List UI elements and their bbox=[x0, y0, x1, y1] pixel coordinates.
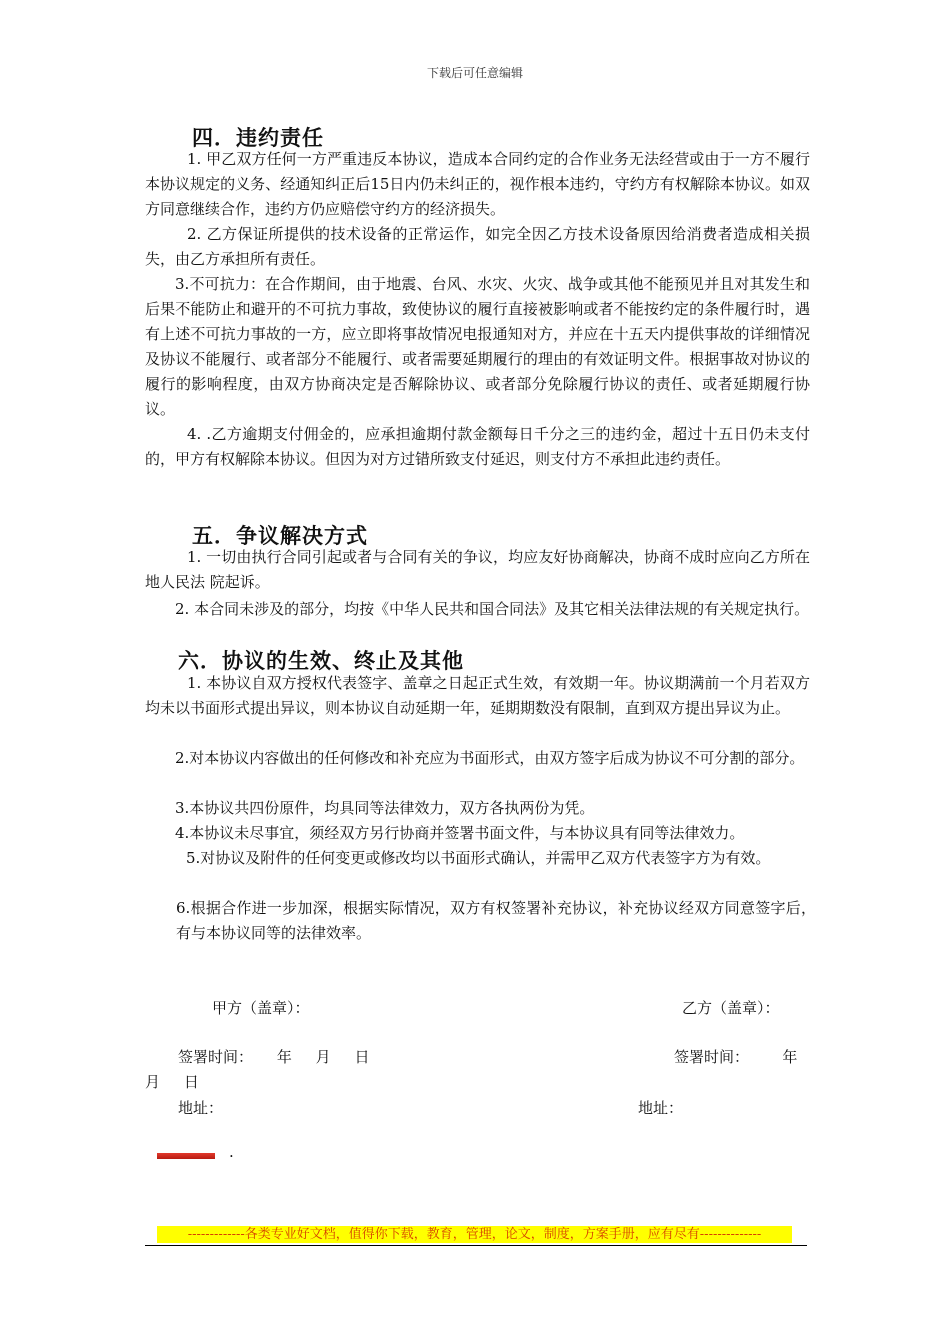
party-a-sign-time: 签署时间： 年 月 日 bbox=[178, 1048, 370, 1066]
party-b-address-label: 地址： bbox=[638, 1099, 684, 1117]
footer-rule bbox=[145, 1245, 807, 1246]
header-note: 下载后可任意编辑 bbox=[426, 66, 523, 80]
section-6-para-1: 1. 本协议自双方授权代表签字、盖章之日起正式生效，有效期一年。协议期满前一个月若双方均未以书面形式提出异议，则本协议自动延期一年，延期期数没有限制，直到双方提出异议为止。 bbox=[145, 674, 810, 717]
section-5-heading: 五．争议解决方式 bbox=[192, 524, 368, 548]
section-4-para-3: 3.不可抗力：在合作期间，由于地震、台风、水灾、火灾、战争或其他不能预见并且对其发生和后果不能防止和避开的不可抗力事故，致使协议的履行直接被影响或者不能按约定的条件履行时，遇有上述不可抗力事故的一方，应立即将事故情况电报通知对方，并应在十五天内提供事故的详细情况及协议不能履行、或者部分不能履行、或者需要延期履行的理由的有效证明文件。根据事故对协议的履行的影响程度，由双方协商决定是否解除协议、或者部分免除履行协议的责任、或者延期履行协议。 bbox=[145, 275, 810, 418]
section-4-heading: 四．违约责任 bbox=[192, 126, 324, 150]
party-b-sign-time: 签署时间： 年 bbox=[674, 1048, 798, 1066]
section-5-para-1: 1. 一切由执行合同引起或者与合同有关的争议，均应友好协商解决，协商不成时应向乙方所在地人民法 院起诉。 bbox=[145, 548, 810, 591]
section-4-para-1: 1. 甲乙双方任何一方严重违反本协议，造成本合同约定的合作业务无法经营或由于一方不履行本协议规定的义务、经通知纠正后15日内仍未纠正的，视作根本违约，守约方有权解除本协议。如双方同意继续合作，违约方仍应赔偿守约方的经济损失。 bbox=[145, 150, 810, 218]
section-6-heading: 六．协议的生效、终止及其他 bbox=[178, 649, 464, 673]
party-a-seal-label: 甲方（盖章）： bbox=[212, 999, 310, 1017]
party-b-seal-label: 乙方（盖章）： bbox=[682, 999, 780, 1017]
red-decorative-bar bbox=[157, 1153, 215, 1159]
period-mark: . bbox=[229, 1143, 234, 1161]
section-6-para-6: 6.根据合作进一步加深，根据实际情况，双方有权签署补充协议，补充协议经双方同意签字后，有与本协议同等的法律效率。 bbox=[176, 899, 816, 942]
party-a-address-label: 地址： bbox=[178, 1099, 224, 1117]
section-6-para-3: 3.本协议共四份原件，均具同等法律效力，双方各执两份为凭。 bbox=[175, 799, 595, 817]
section-4-para-4: 4. .乙方逾期支付佣金的，应承担逾期付款金额每日千分之三的违约金，超过十五日仍未支付的，甲方有权解除本协议。但因为对方过错所致支付延迟，则支付方不承担此违约责任。 bbox=[145, 425, 810, 468]
section-6-para-2: 2.对本协议内容做出的任何修改和补充应为书面形式，由双方签字后成为协议不可分割的部分。 bbox=[175, 749, 805, 767]
section-6-para-5: 5.对协议及附件的任何变更或修改均以书面形式确认，并需甲乙双方代表签字方为有效。 bbox=[186, 849, 771, 867]
footer-advert-banner: -------------各类专业好文档，值得你下载，教育，管理，论文，制度，方案手册，应有尽有-------------- bbox=[157, 1226, 792, 1243]
section-4-para-2: 2. 乙方保证所提供的技术设备的正常运作，如完全因乙方技术设备原因给消费者造成相关损失，由乙方承担所有责任。 bbox=[145, 225, 810, 268]
party-b-sign-date-wrap: 月 日 bbox=[145, 1073, 199, 1091]
section-6-para-4: 4.本协议未尽事宜，须经双方另行协商并签署书面文件，与本协议具有同等法律效力。 bbox=[175, 824, 745, 842]
section-5-para-2: 2. 本合同未涉及的部分，均按《中华人民共和国合同法》及其它相关法律法规的有关规定执行。 bbox=[175, 600, 810, 618]
